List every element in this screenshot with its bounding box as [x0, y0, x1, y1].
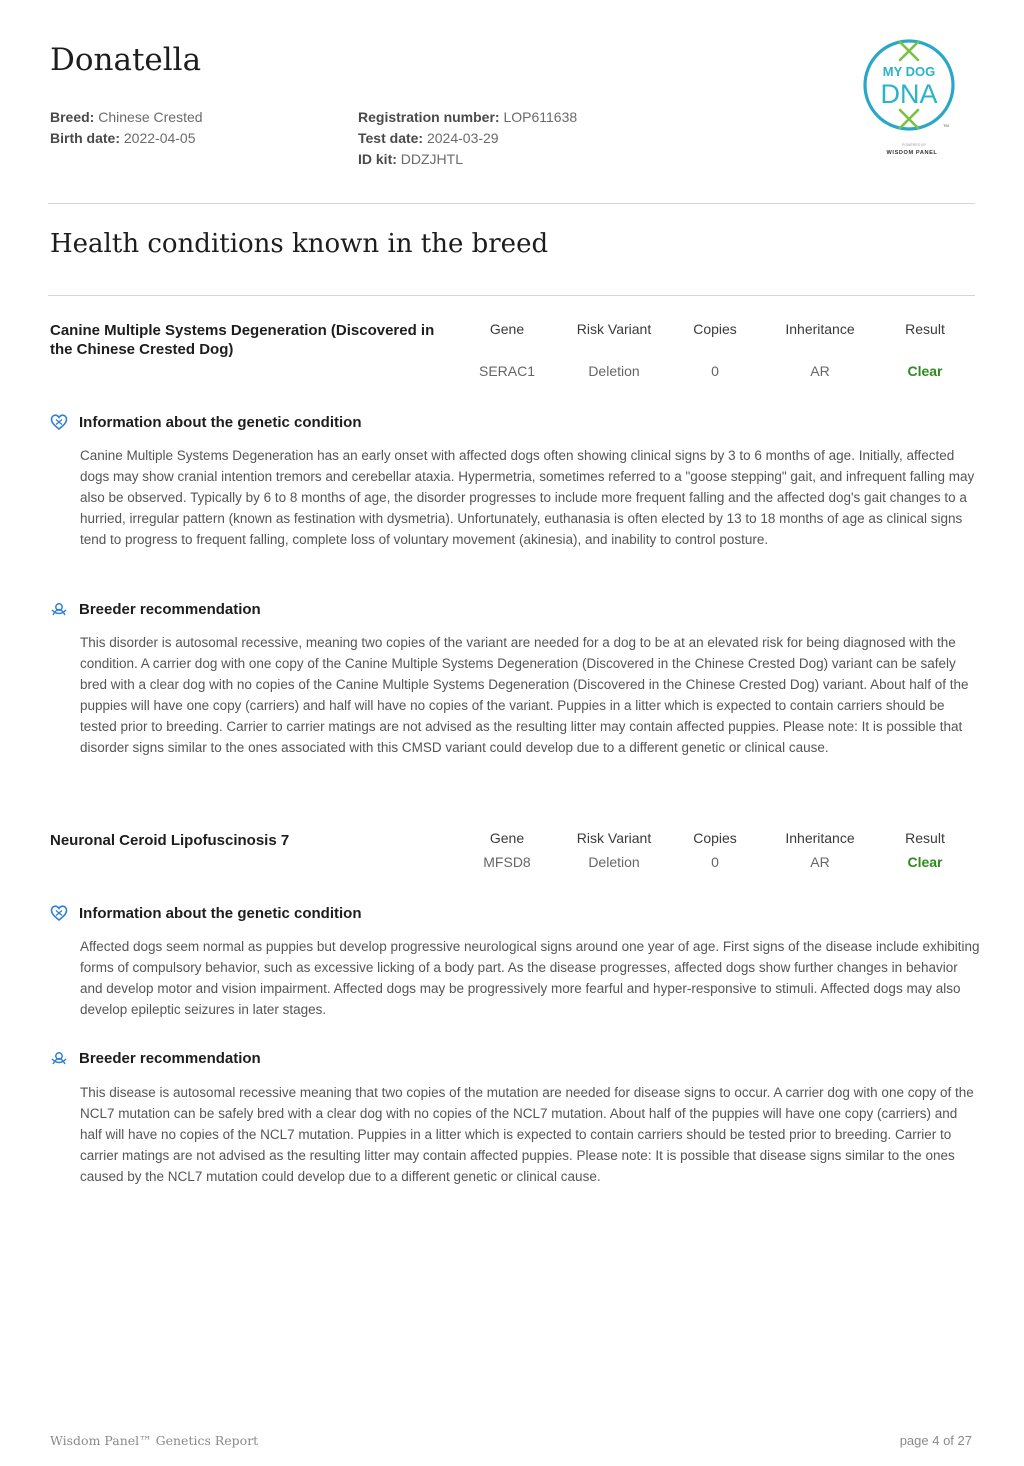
info-text: Affected dogs seem normal as puppies but develop progressive neurological signs around one year of age. First signs of the disease include exhibiting forms of compulsory behavior, such as excessive licking of a body part. As the disease progresses, affected dogs show further changes in behavior and develop motor and vision impairment. Affected dogs may be progressively more fearful and hyper-responsive to stimuli. Affected dogs may also develop epileptic seizures in later stages.	[80, 939, 980, 1017]
copies-value: 0	[711, 363, 719, 379]
birth-date-row	[50, 128, 203, 149]
breed-value: Chinese Crested	[98, 109, 203, 125]
helix-bottom-icon	[900, 110, 918, 128]
condition-name: Neuronal Ceroid Lipofuscinosis 7	[50, 832, 290, 849]
result-value: Clear	[907, 854, 943, 870]
dog-meta-left	[50, 107, 203, 149]
footer-report-title: Wisdom Panel™ Genetics Report	[50, 1433, 259, 1448]
test-date-value: 2024-03-29	[426, 130, 499, 146]
breed-label: Breed:	[50, 109, 95, 125]
id-kit-row	[358, 149, 577, 170]
inheritance-value: AR	[810, 363, 830, 379]
result-value: Clear	[907, 363, 943, 379]
header-divider	[48, 203, 975, 204]
breeder-heading: Breeder recommendation	[79, 600, 261, 618]
section-title: Health conditions known in the breed	[50, 229, 549, 259]
footer-page-number: page 4 of 27	[899, 1433, 972, 1448]
logo-graphic	[858, 34, 962, 160]
risk-variant-value: Deletion	[588, 854, 640, 870]
helix-top-icon	[900, 42, 918, 60]
logo-tm: TM	[943, 123, 949, 128]
risk-variant-header: Risk Variant	[576, 830, 652, 846]
logo-powered-by: POWERED BY	[901, 143, 927, 147]
breeder-text: This disease is autosomal recessive meaning that two copies of the mutation are needed for disease signs to occur. A carrier dog with one copy of the NCL7 mutation can be safely bred with a clear dog with no copies of the NCL7 mutation. About half of the puppies will have one copy (carriers) and half will have no copies of the NCL7 mutation. Puppies in a litter which is expected to contain carriers should be tested prior to breeding. Carrier to carrier matings are not advised as the resulting litter may contain affected puppies. Please note: It is possible that disease signs similar to the ones caused by the NCL7 mutation could develop due to a different genetic or clinical cause.	[80, 1085, 974, 1184]
copies-header: Copies	[693, 830, 737, 846]
copies-header: Copies	[693, 321, 737, 337]
copies-value: 0	[711, 854, 719, 870]
info-heading-row	[50, 412, 362, 432]
result-header: Result	[905, 830, 945, 846]
inheritance-header: Inheritance	[785, 830, 855, 846]
dog-name: Donatella	[50, 42, 202, 78]
info-text: Canine Multiple Systems Degeneration has an early onset with affected dogs often showing clinical signs by 3 to 6 months of age. Initially, affected dogs may show cranial intention tremors and cerebellar ataxia. Hypermetria, sometimes referred to a "goose stepping" gait, and infrequent falling may also be observed. Typically by 6 to 8 months of age, the disorder progresses to include more frequent falling and the affected dog's gait changes to a hurried, irregular pattern (known as festination with dysmetria). Unfortunately, euthanasia is often elected by 13 to 18 months of age as clinical signs tend to progress to frequent falling, complete loss of voluntary movement (akinesia), and inability to control posture.	[80, 448, 975, 547]
logo-line2: DNA	[880, 79, 938, 109]
breeder-text: This disorder is autosomal recessive, meaning two copies of the variant are needed for a dog to be at an elevated risk for being diagnosed with the condition. A carrier dog with one copy of the Canine Multiple Systems Degeneration (Discovered in the Chinese Crested Dog) variant can be safely bred with a clear dog with no copies of the Canine Multiple Systems Degeneration (Discovered in the Chinese Crested Dog) variant. About half of the puppies will have one copy (carriers) and half will have no copies of the variant. Puppies in a litter which is expected to contain carriers should be tested prior to breeding. Carrier to carrier matings are not advised as the resulting litter may contain affected puppies. Please note: It is possible that disorder signs similar to the ones associated with this CMSD variant could develop due to a different genetic or clinical cause.	[80, 635, 969, 755]
result-header: Result	[905, 321, 945, 337]
gene-header: Gene	[489, 830, 525, 846]
risk-variant-header: Risk Variant	[576, 321, 652, 337]
gene-value: MFSD8	[483, 854, 531, 870]
heart-dna-icon	[50, 413, 68, 431]
registration-row	[358, 107, 577, 128]
breed-row	[50, 107, 203, 128]
heart-dna-icon	[50, 904, 68, 922]
birth-date-label: Birth date:	[50, 130, 120, 146]
registration-value: LOP611638	[503, 109, 578, 125]
inheritance-value: AR	[810, 854, 830, 870]
test-date-row	[358, 128, 577, 149]
info-heading-row	[50, 903, 362, 923]
breeder-icon	[50, 600, 68, 618]
breeder-heading-row	[50, 599, 261, 619]
section-divider	[48, 295, 975, 296]
registration-label: Registration number:	[358, 109, 500, 125]
gene-value: SERAC1	[478, 363, 536, 379]
breeder-icon	[50, 1049, 68, 1067]
inheritance-header: Inheritance	[785, 321, 855, 337]
id-kit-value: DDZJHTL	[400, 151, 464, 167]
my-dog-dna-logo	[858, 34, 962, 160]
info-heading: Information about the genetic condition	[79, 904, 362, 922]
gene-header: Gene	[489, 321, 525, 337]
id-kit-label: ID kit:	[358, 151, 397, 167]
test-date-label: Test date:	[358, 130, 424, 146]
info-heading: Information about the genetic condition	[79, 413, 362, 431]
logo-brand: WISDOM PANEL	[886, 150, 938, 156]
logo-line1: MY DOG	[882, 64, 936, 79]
risk-variant-value: Deletion	[588, 363, 640, 379]
condition-name: Canine Multiple Systems Degeneration (Discovered in the Chinese Crested Dog)	[50, 322, 435, 358]
breeder-heading: Breeder recommendation	[79, 1049, 261, 1067]
birth-date-value: 2022-04-05	[123, 130, 196, 146]
breeder-heading-row	[50, 1048, 261, 1068]
dog-meta-right	[358, 107, 577, 170]
